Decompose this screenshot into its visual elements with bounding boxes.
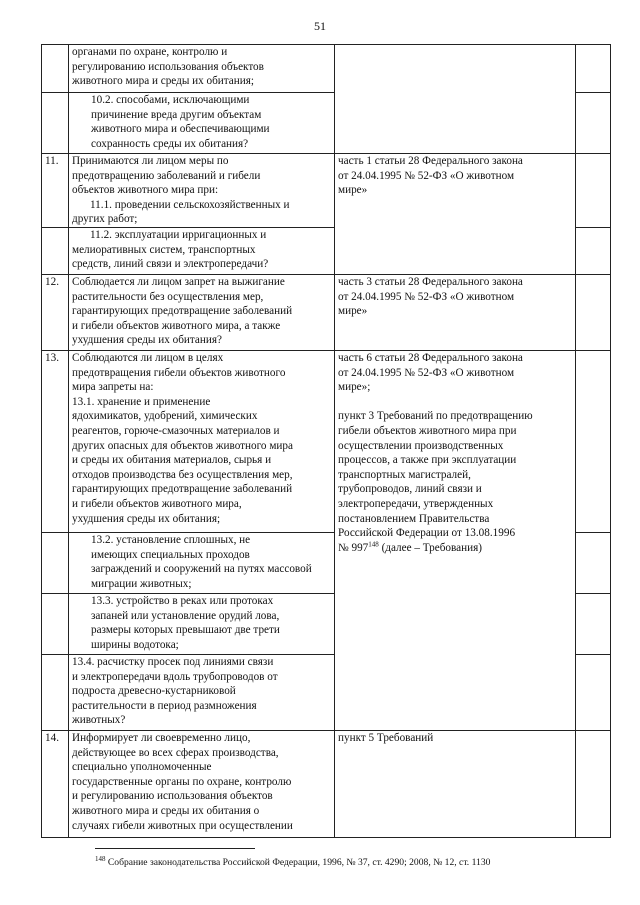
legal-reference-requirements: пункт 3 Требований по предотвращению гибели объектов животного мира при осуществлении производственных процессов, а также при эксплуатации транспортных магистралей, трубопроводов, линий связи и электропередачи, утвержденных постановлением Правительства Российской Федерации от 13.08.1996 № $997^{148}$ (далее – Требования) (338, 410, 533, 554)
footnote-ref: 148 (368, 539, 379, 548)
row-number (42, 228, 69, 275)
legal-reference: часть 3 статьи 28 Федерального закона от 24.04.1995 № 52-ФЗ «О животном мире» (335, 275, 576, 351)
answer-cell[interactable] (576, 45, 611, 93)
table-row (42, 275, 611, 351)
row-number: 13. (42, 351, 69, 533)
answer-cell[interactable] (576, 275, 611, 351)
requirement-subitem: 13.1. хранение и применение ядохимикатов, удобрений, химических реагентов, горюче-смазочных материалов и других опасных для объектов животного мира и среды их обитания материалов, сырья и отходов производства без осуществления мер, гарантирующих предотвращение заболеваний и гибели объектов животного мира, ухудшения среды их обитания; (72, 395, 293, 525)
legal-reference: пункт 5 Требований (335, 731, 576, 838)
requirement-text (69, 154, 335, 228)
row-number: 14. (42, 731, 69, 838)
answer-cell[interactable] (576, 594, 611, 655)
answer-cell[interactable] (576, 533, 611, 594)
table-row (42, 154, 611, 228)
requirement-question: Принимаются ли лицом меры по предотвращению заболеваний и гибели объектов животного мира при: (72, 155, 261, 197)
checklist-table (41, 44, 611, 838)
answer-cell[interactable] (576, 154, 611, 228)
row-number (42, 45, 69, 93)
requirement-text (69, 351, 335, 533)
requirement-text: Соблюдается ли лицом запрет на выжигание растительности без осуществления мер, гарантирующих предотвращение заболеваний и гибели объектов животного мира, а также ухудшения среды их обитания? (69, 275, 335, 351)
requirement-text: 13.4. расчистку просек под линиями связи и электропередачи вдоль трубопроводов от подроста древесно-кустарниковой растительности в период размножения животных? (69, 655, 335, 731)
requirement-subitem: 11.1. проведении сельскохозяйственных и других работ; (72, 198, 290, 226)
requirement-text: 13.2. установление сплошных, не имеющих специальных проходов заграждений и сооружений на путях массовой миграции животных; (69, 533, 335, 594)
requirement-question: Соблюдаются ли лицом в целях предотвращения гибели объектов животного мира запреты на: (72, 352, 286, 394)
footnote-divider (95, 848, 255, 849)
requirement-text: 11.2. эксплуатации ирригационных и мелиоративных систем, транспортных средств, линий связи и электропередачи? (69, 228, 335, 275)
legal-reference (335, 351, 576, 731)
answer-cell[interactable] (576, 93, 611, 154)
requirement-text: 10.2. способами, исключающими причинение вреда другим объектам животного мира и обеспечивающими сохранность среды их обитания? (69, 93, 335, 154)
row-number (42, 93, 69, 154)
row-number (42, 655, 69, 731)
footnote-mark: 148 (95, 854, 106, 863)
requirement-text: Информирует ли своевременно лицо, действующее во всех сферах производства, специально уполномоченные государственные органы по охране, контролю и регулированию использования объектов животного мира и среды их обитания о случаях гибели животных при осуществлении (69, 731, 335, 838)
table-row (42, 45, 611, 93)
requirement-text: 13.3. устройство в реках или протоках запаней или установление орудий лова, размеры которых превышают две трети ширины водотока; (69, 594, 335, 655)
legal-reference (335, 45, 576, 154)
legal-reference: часть 1 статьи 28 Федерального закона от 24.04.1995 № 52-ФЗ «О животном мире» (335, 154, 576, 275)
answer-cell[interactable] (576, 228, 611, 275)
table-row (42, 731, 611, 838)
row-number (42, 533, 69, 594)
footnote (95, 854, 615, 869)
answer-cell[interactable] (576, 655, 611, 731)
table-row (42, 351, 611, 533)
answer-cell[interactable] (576, 731, 611, 838)
answer-cell[interactable] (576, 351, 611, 533)
row-number: 12. (42, 275, 69, 351)
row-number (42, 594, 69, 655)
row-number: 11. (42, 154, 69, 228)
legal-reference-law: часть 6 статьи 28 Федерального закона от 24.04.1995 № 52-ФЗ «О животном мире»; (338, 352, 523, 394)
requirement-text: органами по охране, контролю и регулированию использования объектов животного мира и среды их обитания; (69, 45, 335, 93)
footnote-text: Собрание законодательства Российской Федерации, 1996, № 37, ст. 4290; 2008, № 12, ст. 1130 (105, 857, 491, 868)
page-number: 51 (314, 19, 326, 33)
